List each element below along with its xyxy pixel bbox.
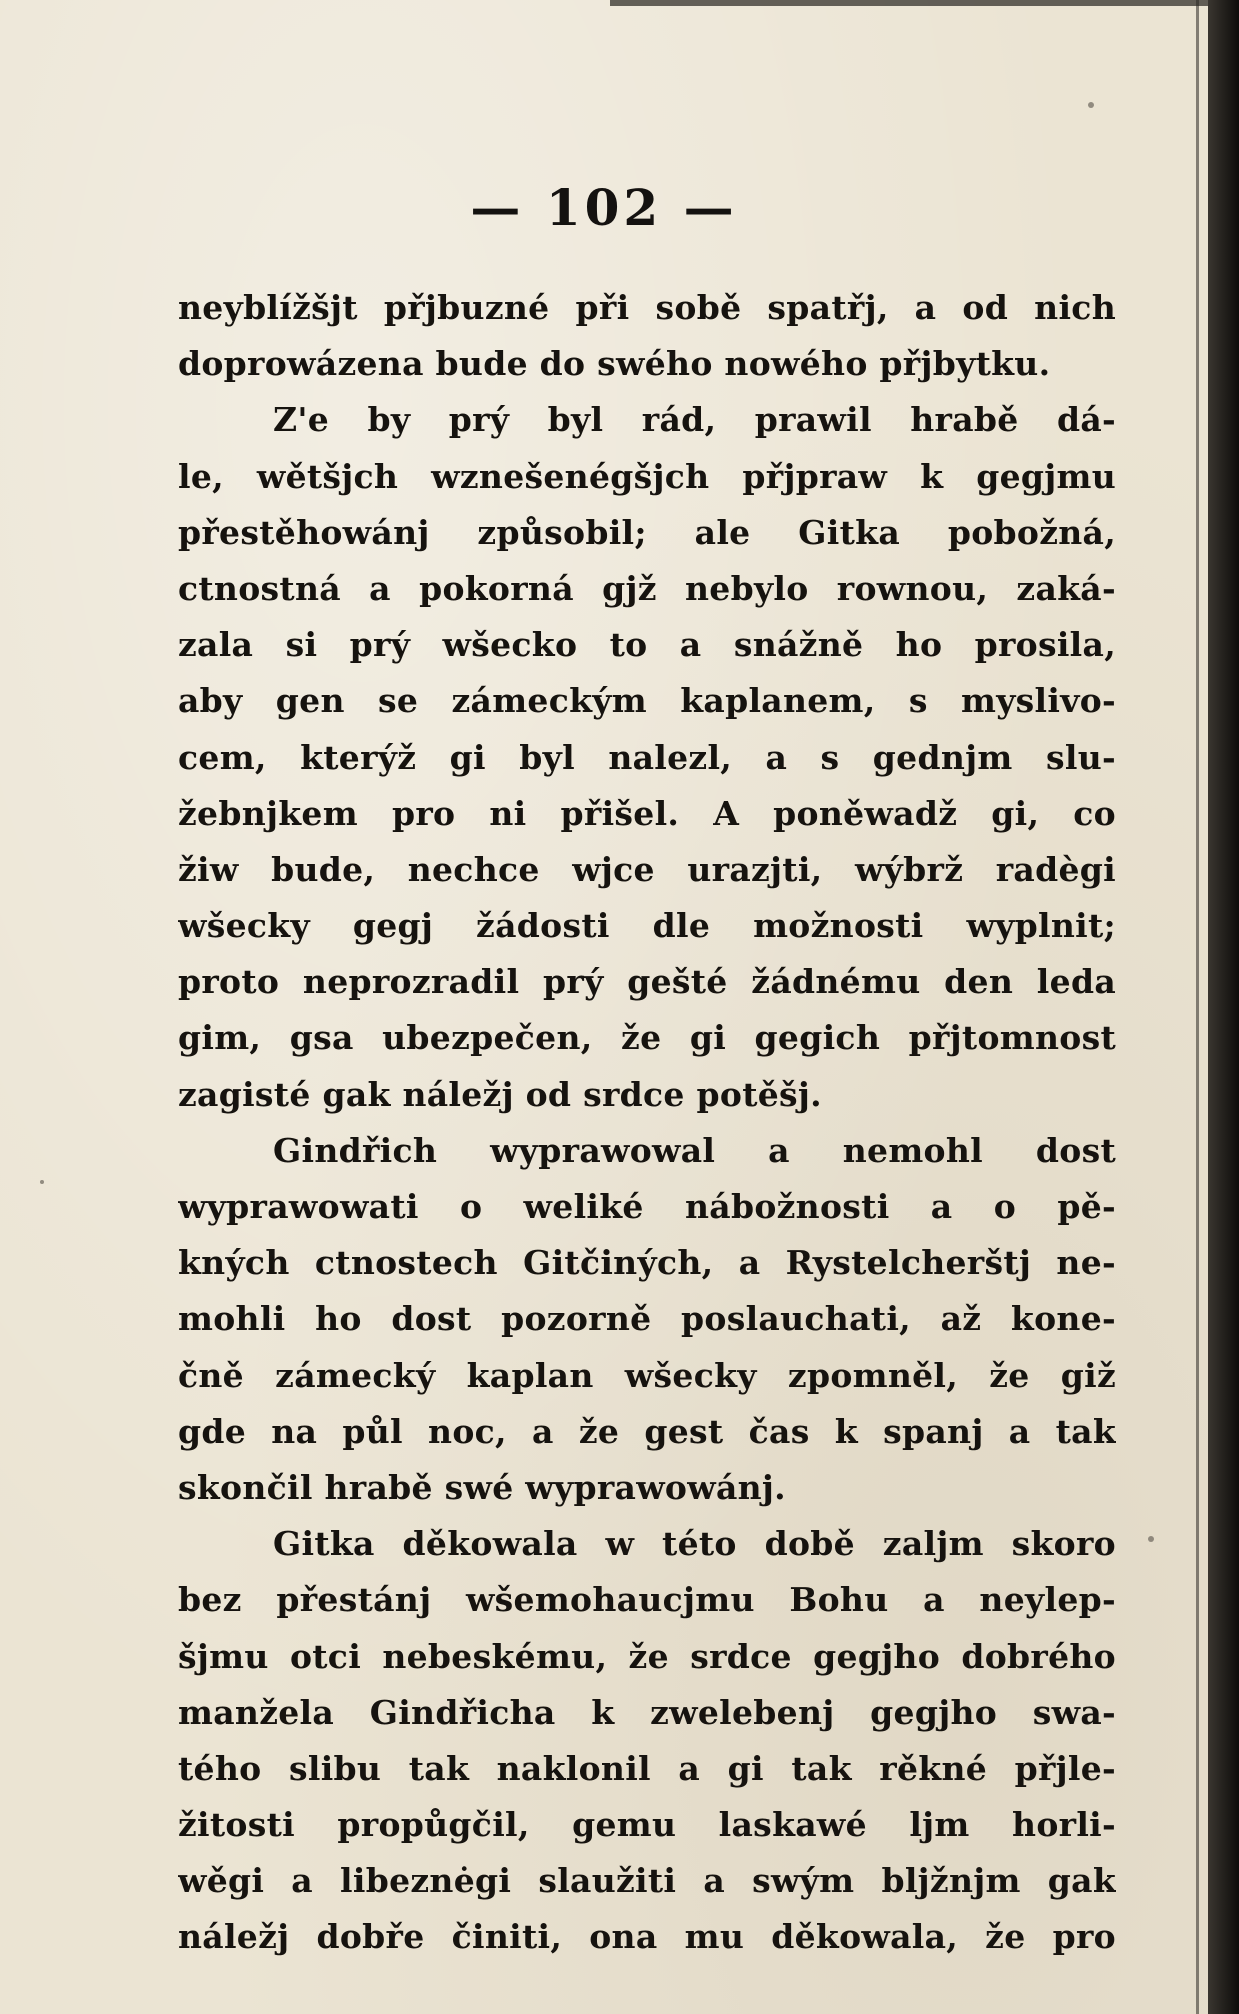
text-line: mohli ho dost pozorně poslauchati, až kone- <box>178 1299 1116 1339</box>
text-line: Z'e by prý byl rád, prawil hrabě dá- <box>273 400 1116 440</box>
text-line: přestěhowánj způsobil; ale Gitka pobožná, <box>178 512 1116 552</box>
text-line: kných ctnostech Gitčiných, a Rystelcherštj ne- <box>178 1243 1116 1283</box>
text-line: Gindřich wyprawowal a nemohl dost <box>273 1130 1116 1170</box>
text-line: skončil hrabě swé wyprawowánj. <box>178 1467 786 1507</box>
text-line: doprowázena bude do swého nowého přjbytku. <box>178 344 1051 384</box>
ink-speck <box>1148 1536 1154 1542</box>
text-line: zagisté gak náležj od srdce potěšj. <box>178 1074 822 1114</box>
text-line: žiw bude, nechce wjce urazjti, wýbrž radègi <box>178 849 1116 889</box>
text-line: wyprawowati o weliké nábožnosti a o pě- <box>178 1187 1116 1226</box>
text-line: ctnostná a pokorná gjž nebylo rownou, zaká- <box>178 568 1116 608</box>
text-line: le, wětšjch wznešenégšjch přjpraw k gegjmu <box>178 456 1116 496</box>
text-line: wěgi a libeznėgi slaužiti a swým bljžnjm gak <box>178 1861 1116 1901</box>
text-line: žitosti propůgčil, gemu laskawé ljm horli- <box>178 1805 1116 1845</box>
text-line: neyblížšjt přjbuzné při sobě spatřj, a od nich <box>178 288 1116 327</box>
text-line: tého slibu tak naklonil a gi tak rěkné přjle- <box>178 1748 1116 1788</box>
ink-speck <box>1088 102 1094 108</box>
body-text <box>178 280 1116 1966</box>
text-line: bez přestánj wšemohaucjmu Bohu a neylep- <box>178 1580 1116 1620</box>
text-line: gde na půl noc, a že gest čas k spanj a tak <box>178 1411 1116 1451</box>
page-edge-line <box>1196 0 1199 2014</box>
text-line: Gitka děkowala w této době zaljm skoro <box>273 1524 1116 1564</box>
text-line: náležj dobře činiti, ona mu děkowala, že pro <box>178 1917 1116 1957</box>
scan-top-edge <box>610 0 1208 6</box>
text-line: šjmu otci nebeskému, že srdce gegjho dobrého <box>178 1636 1116 1676</box>
text-line: zala si prý wšecko to a snážně ho prosila, <box>178 625 1116 665</box>
text-line: proto neprozradil prý gešté žádnému den leda <box>178 962 1116 1002</box>
text-line: žebnjkem pro ni přišel. A poněwadž gi, co <box>178 793 1116 833</box>
ink-speck <box>40 1180 44 1184</box>
text-line: cem, kterýž gi byl nalezl, a s gednjm slu- <box>178 737 1116 777</box>
text-line: manžela Gindřicha k zwelebenj gegjho swa- <box>178 1692 1116 1732</box>
text-line: wšecky gegj žádosti dle možnosti wyplnit; <box>178 906 1116 946</box>
text-line: čně zámecký kaplan wšecky zpomněl, že giž <box>178 1355 1116 1395</box>
scan-dark-margin <box>1208 0 1239 2014</box>
text-line: gim, gsa ubezpečen, že gi gegich přjtomnost <box>178 1018 1116 1058</box>
page-number: — 102 — <box>470 178 738 237</box>
text-line: aby gen se zámeckým kaplanem, s myslivo- <box>178 681 1116 721</box>
